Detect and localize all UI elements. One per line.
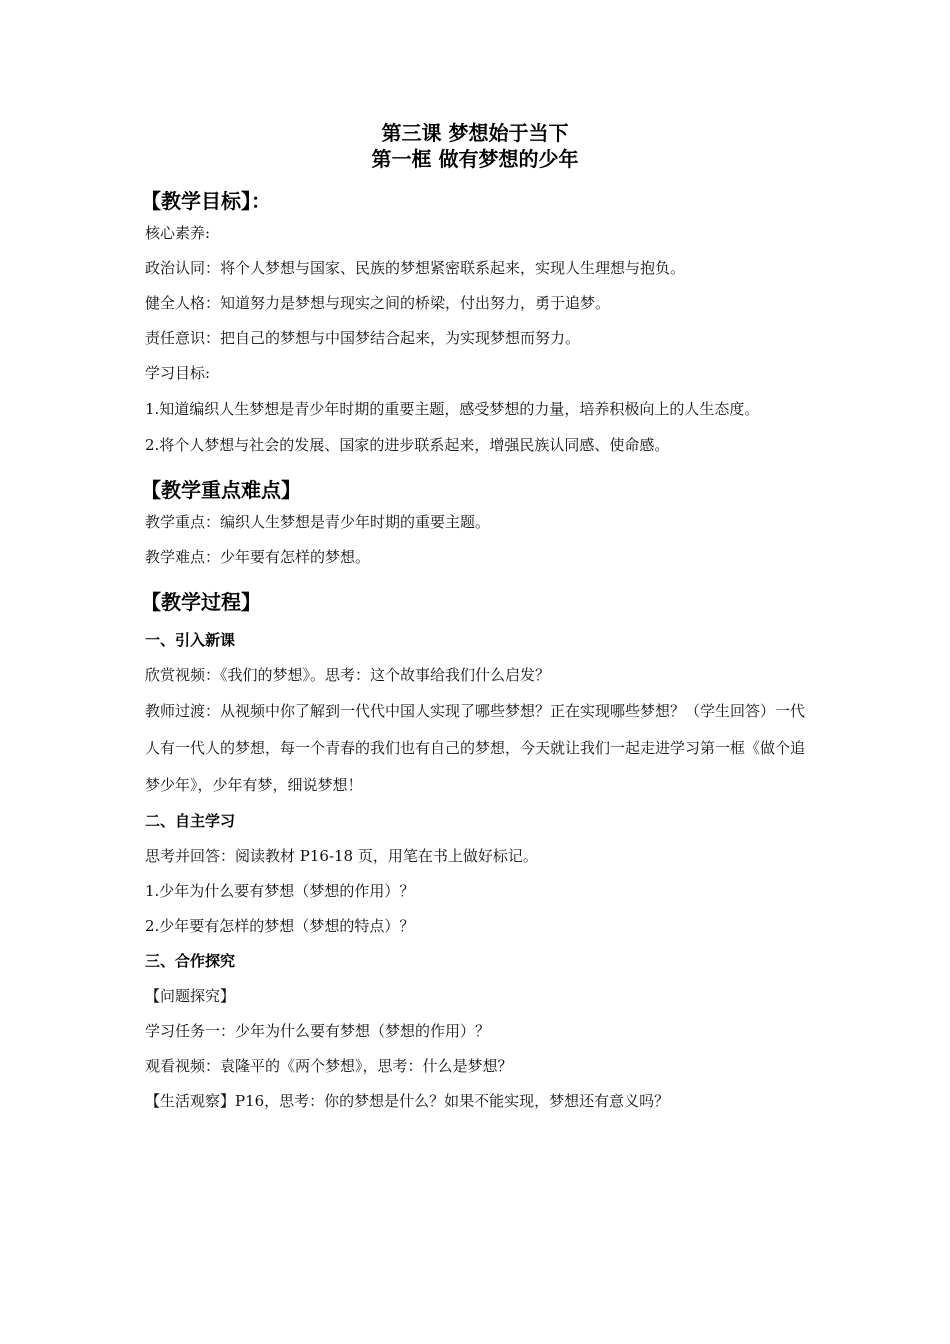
paragraph: 学习任务一：少年为什么要有梦想（梦想的作用）？	[145, 1022, 491, 1040]
teaching-goals-heading: 【教学目标】：	[141, 189, 271, 213]
paragraph: 教师过渡：从视频中你了解到一代代中国人实现了哪些梦想？正在实现哪些梦想？（学生回答）一代人有一代人的梦想，每一个青春的我们也有自己的梦想，今天就让我们一起走进学习第一框《做个追梦少年》，少年有梦，细说梦想！	[145, 702, 806, 794]
paragraph: 【问题探究】	[145, 987, 236, 1005]
document-body	[141, 186, 810, 1119]
paragraph: 【生活观察】P16，思考：你的梦想是什么？如果不能实现，梦想还有意义吗？	[145, 1092, 670, 1110]
paragraph: 思考并回答：阅读教材 P16-18 页，用笔在书上做好标记。	[145, 847, 538, 865]
title-block	[0, 120, 950, 172]
paragraph: 2.将个人梦想与社会的发展、国家的进步联系起来，增强民族认同感、使命感。	[145, 436, 670, 454]
key-points-heading: 【教学重点难点】	[141, 478, 301, 502]
paragraph: 责任意识：把自己的梦想与中国梦结合起来，为实现梦想而努力。	[145, 329, 581, 347]
lesson-title: 第三课 梦想始于当下	[381, 121, 569, 145]
paragraph: 健全人格：知道努力是梦想与现实之间的桥梁，付出努力，勇于追梦。	[145, 294, 611, 312]
paragraph: 核心素养:	[145, 224, 211, 242]
paragraph: 教学重点：编织人生梦想是青少年时期的重要主题。	[145, 513, 491, 531]
paragraph: 学习目标:	[145, 364, 211, 382]
paragraph: 2.少年要有怎样的梦想（梦想的特点）？	[145, 917, 415, 935]
teaching-process-heading: 【教学过程】	[141, 590, 261, 614]
paragraph: 观看视频：袁隆平的《两个梦想》，思考：什么是梦想？	[145, 1057, 513, 1075]
subsection-heading: 一、引入新课	[145, 631, 236, 649]
paragraph: 欣赏视频：《我们的梦想》。思考：这个故事给我们什么启发？	[145, 666, 551, 684]
paragraph: 教学难点：少年要有怎样的梦想。	[145, 548, 371, 566]
section-title: 第一框 做有梦想的少年	[371, 147, 579, 171]
paragraph: 1.少年为什么要有梦想（梦想的作用）？	[145, 882, 415, 900]
paragraph: 1.知道编织人生梦想是青少年时期的重要主题，感受梦想的力量，培养积极向上的人生态度。	[145, 400, 760, 418]
subsection-heading: 三、合作探究	[145, 952, 236, 970]
paragraph: 政治认同：将个人梦想与国家、民族的梦想紧密联系起来，实现人生理想与抱负。	[145, 259, 686, 277]
subsection-heading: 二、自主学习	[145, 812, 236, 830]
